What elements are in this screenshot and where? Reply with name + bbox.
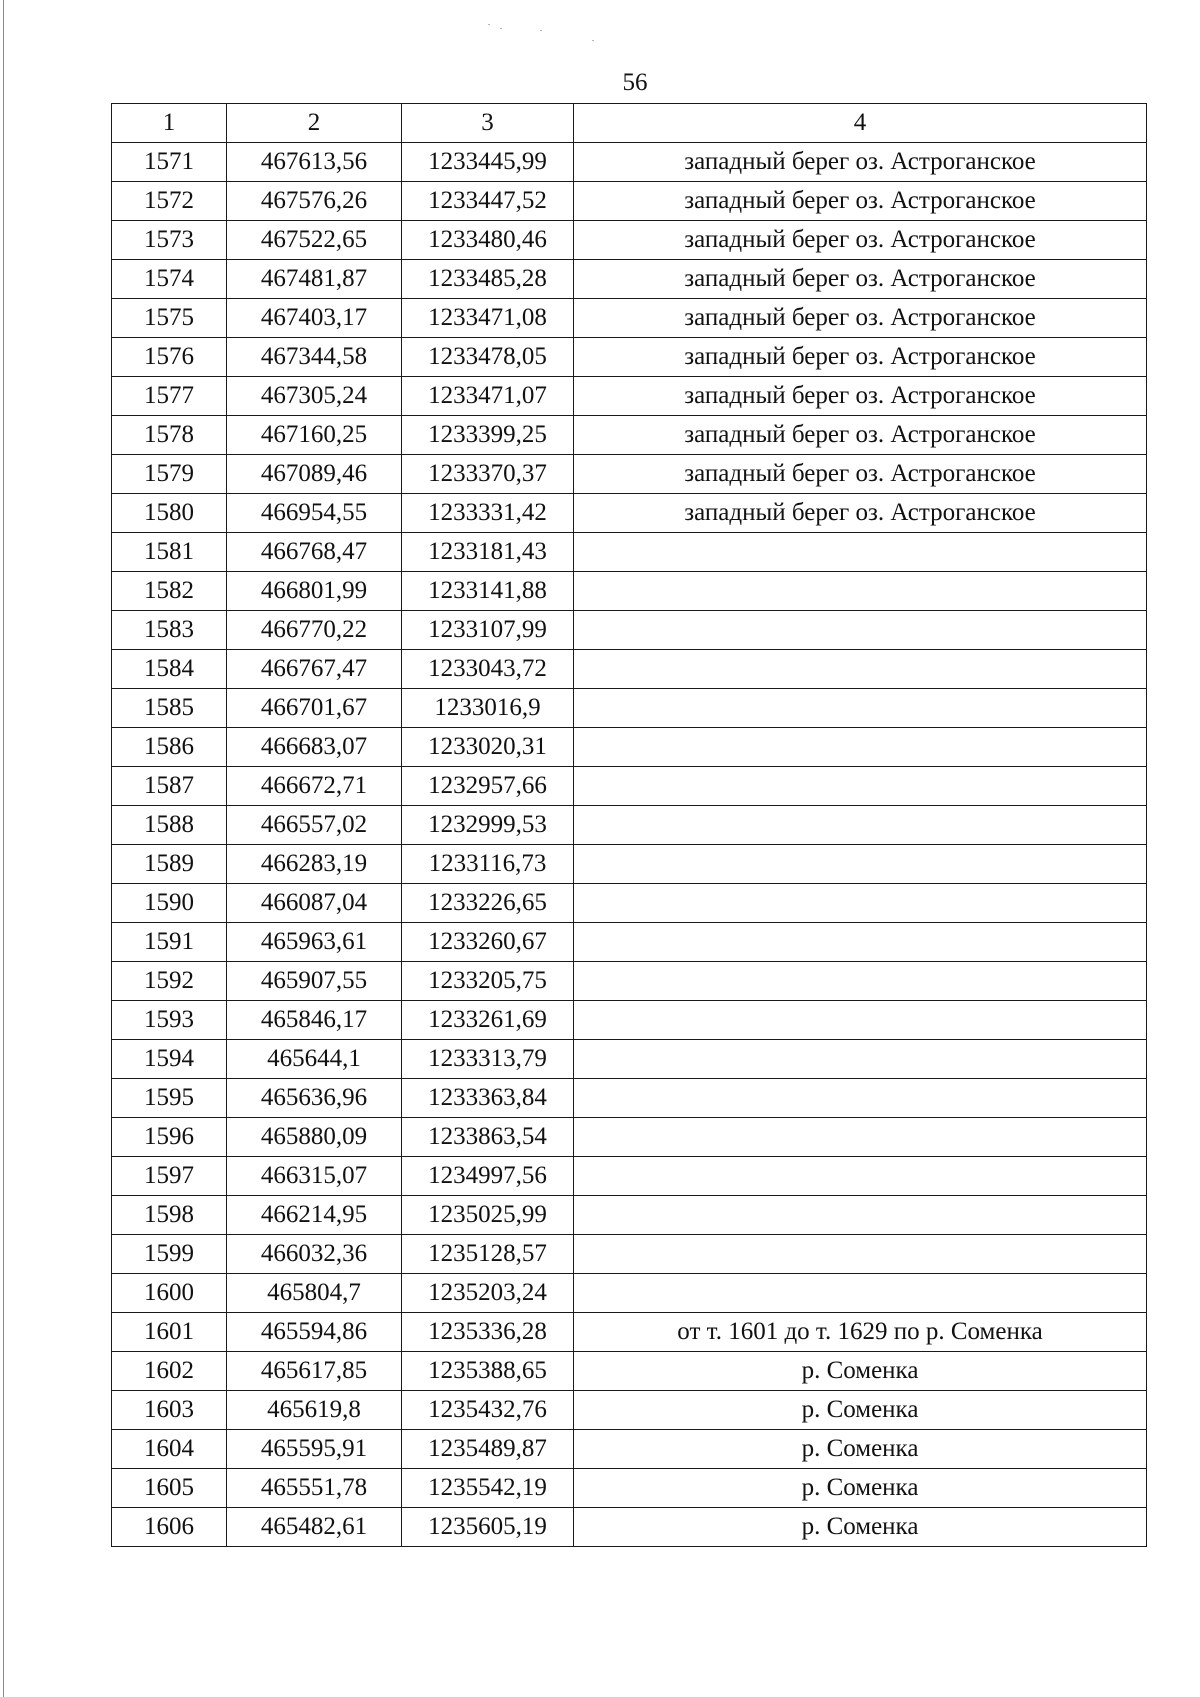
point-number-cell: 1577 (112, 377, 227, 416)
description-cell: западный берег оз. Астроганское (574, 416, 1147, 455)
point-number-cell: 1601 (112, 1313, 227, 1352)
table-row (112, 1157, 1147, 1196)
description-cell: от т. 1601 до т. 1629 по р. Соменка (574, 1313, 1147, 1352)
header-row (112, 104, 1147, 143)
y-coordinate-cell: 1233260,67 (402, 923, 574, 962)
table-row (112, 1352, 1147, 1391)
point-number-cell: 1574 (112, 260, 227, 299)
y-coordinate-cell: 1235203,24 (402, 1274, 574, 1313)
y-coordinate-cell: 1235128,57 (402, 1235, 574, 1274)
description-cell: р. Соменка (574, 1352, 1147, 1391)
x-coordinate-cell: 465846,17 (227, 1001, 402, 1040)
point-number-cell: 1603 (112, 1391, 227, 1430)
y-coordinate-cell: 1235388,65 (402, 1352, 574, 1391)
point-number-cell: 1593 (112, 1001, 227, 1040)
point-number-cell: 1602 (112, 1352, 227, 1391)
x-coordinate-cell: 465963,61 (227, 923, 402, 962)
table-row (112, 650, 1147, 689)
table-row (112, 1469, 1147, 1508)
x-coordinate-cell: 465907,55 (227, 962, 402, 1001)
table-row (112, 1001, 1147, 1040)
table-row (112, 611, 1147, 650)
table-row (112, 806, 1147, 845)
point-number-cell: 1589 (112, 845, 227, 884)
table-row (112, 923, 1147, 962)
description-cell (574, 767, 1147, 806)
point-number-cell: 1578 (112, 416, 227, 455)
point-number-cell: 1579 (112, 455, 227, 494)
x-coordinate-cell: 467403,17 (227, 299, 402, 338)
description-cell: западный берег оз. Астроганское (574, 143, 1147, 182)
point-number-cell: 1582 (112, 572, 227, 611)
x-coordinate-cell: 467344,58 (227, 338, 402, 377)
description-cell: р. Соменка (574, 1391, 1147, 1430)
table-row (112, 1196, 1147, 1235)
y-coordinate-cell: 1233471,07 (402, 377, 574, 416)
table-row (112, 221, 1147, 260)
y-coordinate-cell: 1233445,99 (402, 143, 574, 182)
point-number-cell: 1600 (112, 1274, 227, 1313)
table-row (112, 1391, 1147, 1430)
table-row (112, 1430, 1147, 1469)
y-coordinate-cell: 1232957,66 (402, 767, 574, 806)
x-coordinate-cell: 467576,26 (227, 182, 402, 221)
description-cell (574, 689, 1147, 728)
x-coordinate-cell: 465595,91 (227, 1430, 402, 1469)
y-coordinate-cell: 1233020,31 (402, 728, 574, 767)
x-coordinate-cell: 467305,24 (227, 377, 402, 416)
description-cell (574, 1235, 1147, 1274)
description-cell: западный берег оз. Астроганское (574, 377, 1147, 416)
table-row (112, 845, 1147, 884)
x-coordinate-cell: 466701,67 (227, 689, 402, 728)
x-coordinate-cell: 466767,47 (227, 650, 402, 689)
point-number-cell: 1595 (112, 1079, 227, 1118)
description-cell (574, 845, 1147, 884)
point-number-cell: 1605 (112, 1469, 227, 1508)
table-row (112, 1118, 1147, 1157)
description-cell (574, 1040, 1147, 1079)
table-row (112, 1313, 1147, 1352)
table-row (112, 533, 1147, 572)
y-coordinate-cell: 1233485,28 (402, 260, 574, 299)
point-number-cell: 1571 (112, 143, 227, 182)
x-coordinate-cell: 466683,07 (227, 728, 402, 767)
y-coordinate-cell: 1233447,52 (402, 182, 574, 221)
x-coordinate-cell: 465482,61 (227, 1508, 402, 1547)
description-cell (574, 923, 1147, 962)
point-number-cell: 1598 (112, 1196, 227, 1235)
table-row (112, 1235, 1147, 1274)
description-cell (574, 572, 1147, 611)
y-coordinate-cell: 1235432,76 (402, 1391, 574, 1430)
table-row (112, 689, 1147, 728)
description-cell: западный берег оз. Астроганское (574, 260, 1147, 299)
x-coordinate-cell: 467613,56 (227, 143, 402, 182)
table-row (112, 728, 1147, 767)
y-coordinate-cell: 1233016,9 (402, 689, 574, 728)
point-number-cell: 1584 (112, 650, 227, 689)
description-cell (574, 611, 1147, 650)
x-coordinate-cell: 466672,71 (227, 767, 402, 806)
point-number-cell: 1599 (112, 1235, 227, 1274)
table-row (112, 299, 1147, 338)
point-number-cell: 1596 (112, 1118, 227, 1157)
y-coordinate-cell: 1234997,56 (402, 1157, 574, 1196)
y-coordinate-cell: 1235336,28 (402, 1313, 574, 1352)
point-number-cell: 1575 (112, 299, 227, 338)
description-cell: западный берег оз. Астроганское (574, 221, 1147, 260)
header-cell: 2 (227, 104, 402, 143)
y-coordinate-cell: 1233107,99 (402, 611, 574, 650)
point-number-cell: 1572 (112, 182, 227, 221)
point-number-cell: 1590 (112, 884, 227, 923)
table-row (112, 962, 1147, 1001)
description-cell (574, 728, 1147, 767)
x-coordinate-cell: 466770,22 (227, 611, 402, 650)
table-body (112, 143, 1147, 1547)
description-cell (574, 806, 1147, 845)
table-row (112, 494, 1147, 533)
x-coordinate-cell: 466954,55 (227, 494, 402, 533)
x-coordinate-cell: 465644,1 (227, 1040, 402, 1079)
table-row (112, 416, 1147, 455)
y-coordinate-cell: 1233478,05 (402, 338, 574, 377)
scan-speck (500, 28, 502, 29)
point-number-cell: 1592 (112, 962, 227, 1001)
table-row (112, 455, 1147, 494)
y-coordinate-cell: 1235605,19 (402, 1508, 574, 1547)
description-cell: западный берег оз. Астроганское (574, 182, 1147, 221)
description-cell: р. Соменка (574, 1430, 1147, 1469)
y-coordinate-cell: 1233261,69 (402, 1001, 574, 1040)
y-coordinate-cell: 1233116,73 (402, 845, 574, 884)
point-number-cell: 1580 (112, 494, 227, 533)
y-coordinate-cell: 1233863,54 (402, 1118, 574, 1157)
y-coordinate-cell: 1233363,84 (402, 1079, 574, 1118)
x-coordinate-cell: 466768,47 (227, 533, 402, 572)
x-coordinate-cell: 467089,46 (227, 455, 402, 494)
x-coordinate-cell: 466214,95 (227, 1196, 402, 1235)
x-coordinate-cell: 466801,99 (227, 572, 402, 611)
x-coordinate-cell: 465636,96 (227, 1079, 402, 1118)
table-row (112, 182, 1147, 221)
description-cell (574, 1001, 1147, 1040)
description-cell: западный берег оз. Астроганское (574, 494, 1147, 533)
description-cell: западный берег оз. Астроганское (574, 455, 1147, 494)
y-coordinate-cell: 1235542,19 (402, 1469, 574, 1508)
x-coordinate-cell: 466315,07 (227, 1157, 402, 1196)
point-number-cell: 1573 (112, 221, 227, 260)
description-cell (574, 962, 1147, 1001)
point-number-cell: 1581 (112, 533, 227, 572)
header-cell: 4 (574, 104, 1147, 143)
point-number-cell: 1594 (112, 1040, 227, 1079)
y-coordinate-cell: 1233226,65 (402, 884, 574, 923)
table-row (112, 1040, 1147, 1079)
x-coordinate-cell: 466557,02 (227, 806, 402, 845)
description-cell (574, 1196, 1147, 1235)
y-coordinate-cell: 1233471,08 (402, 299, 574, 338)
y-coordinate-cell: 1233205,75 (402, 962, 574, 1001)
point-number-cell: 1587 (112, 767, 227, 806)
x-coordinate-cell: 466283,19 (227, 845, 402, 884)
x-coordinate-cell: 465619,8 (227, 1391, 402, 1430)
x-coordinate-cell: 465617,85 (227, 1352, 402, 1391)
description-cell (574, 1118, 1147, 1157)
point-number-cell: 1606 (112, 1508, 227, 1547)
description-cell (574, 1274, 1147, 1313)
table-row (112, 572, 1147, 611)
table-row (112, 260, 1147, 299)
y-coordinate-cell: 1235489,87 (402, 1430, 574, 1469)
description-cell: р. Соменка (574, 1469, 1147, 1508)
description-cell (574, 884, 1147, 923)
x-coordinate-cell: 466087,04 (227, 884, 402, 923)
point-number-cell: 1583 (112, 611, 227, 650)
x-coordinate-cell: 466032,36 (227, 1235, 402, 1274)
table-row (112, 1508, 1147, 1547)
table-row (112, 1079, 1147, 1118)
header-cell: 1 (112, 104, 227, 143)
x-coordinate-cell: 467522,65 (227, 221, 402, 260)
point-number-cell: 1604 (112, 1430, 227, 1469)
scan-speck (540, 30, 542, 31)
description-cell: р. Соменка (574, 1508, 1147, 1547)
y-coordinate-cell: 1233043,72 (402, 650, 574, 689)
x-coordinate-cell: 465594,86 (227, 1313, 402, 1352)
x-coordinate-cell: 465804,7 (227, 1274, 402, 1313)
table-row (112, 143, 1147, 182)
point-number-cell: 1585 (112, 689, 227, 728)
scan-speck (592, 40, 594, 41)
table-row (112, 767, 1147, 806)
x-coordinate-cell: 465880,09 (227, 1118, 402, 1157)
y-coordinate-cell: 1235025,99 (402, 1196, 574, 1235)
y-coordinate-cell: 1233480,46 (402, 221, 574, 260)
header-cell: 3 (402, 104, 574, 143)
coordinates-table (111, 103, 1147, 1547)
description-cell: западный берег оз. Астроганское (574, 299, 1147, 338)
point-number-cell: 1591 (112, 923, 227, 962)
description-cell: западный берег оз. Астроганское (574, 338, 1147, 377)
description-cell (574, 650, 1147, 689)
table-row (112, 377, 1147, 416)
description-cell (574, 1079, 1147, 1118)
description-cell (574, 1157, 1147, 1196)
table-row (112, 338, 1147, 377)
y-coordinate-cell: 1233181,43 (402, 533, 574, 572)
table-row (112, 884, 1147, 923)
point-number-cell: 1576 (112, 338, 227, 377)
table-row (112, 1274, 1147, 1313)
table-header (112, 104, 1147, 143)
y-coordinate-cell: 1233313,79 (402, 1040, 574, 1079)
x-coordinate-cell: 467481,87 (227, 260, 402, 299)
y-coordinate-cell: 1233331,42 (402, 494, 574, 533)
scan-speck (488, 24, 490, 25)
x-coordinate-cell: 467160,25 (227, 416, 402, 455)
y-coordinate-cell: 1233399,25 (402, 416, 574, 455)
description-cell (574, 533, 1147, 572)
point-number-cell: 1597 (112, 1157, 227, 1196)
y-coordinate-cell: 1233141,88 (402, 572, 574, 611)
y-coordinate-cell: 1232999,53 (402, 806, 574, 845)
page-number: 56 (622, 69, 648, 96)
y-coordinate-cell: 1233370,37 (402, 455, 574, 494)
point-number-cell: 1588 (112, 806, 227, 845)
page-edge-line (3, 0, 4, 1697)
point-number-cell: 1586 (112, 728, 227, 767)
x-coordinate-cell: 465551,78 (227, 1469, 402, 1508)
